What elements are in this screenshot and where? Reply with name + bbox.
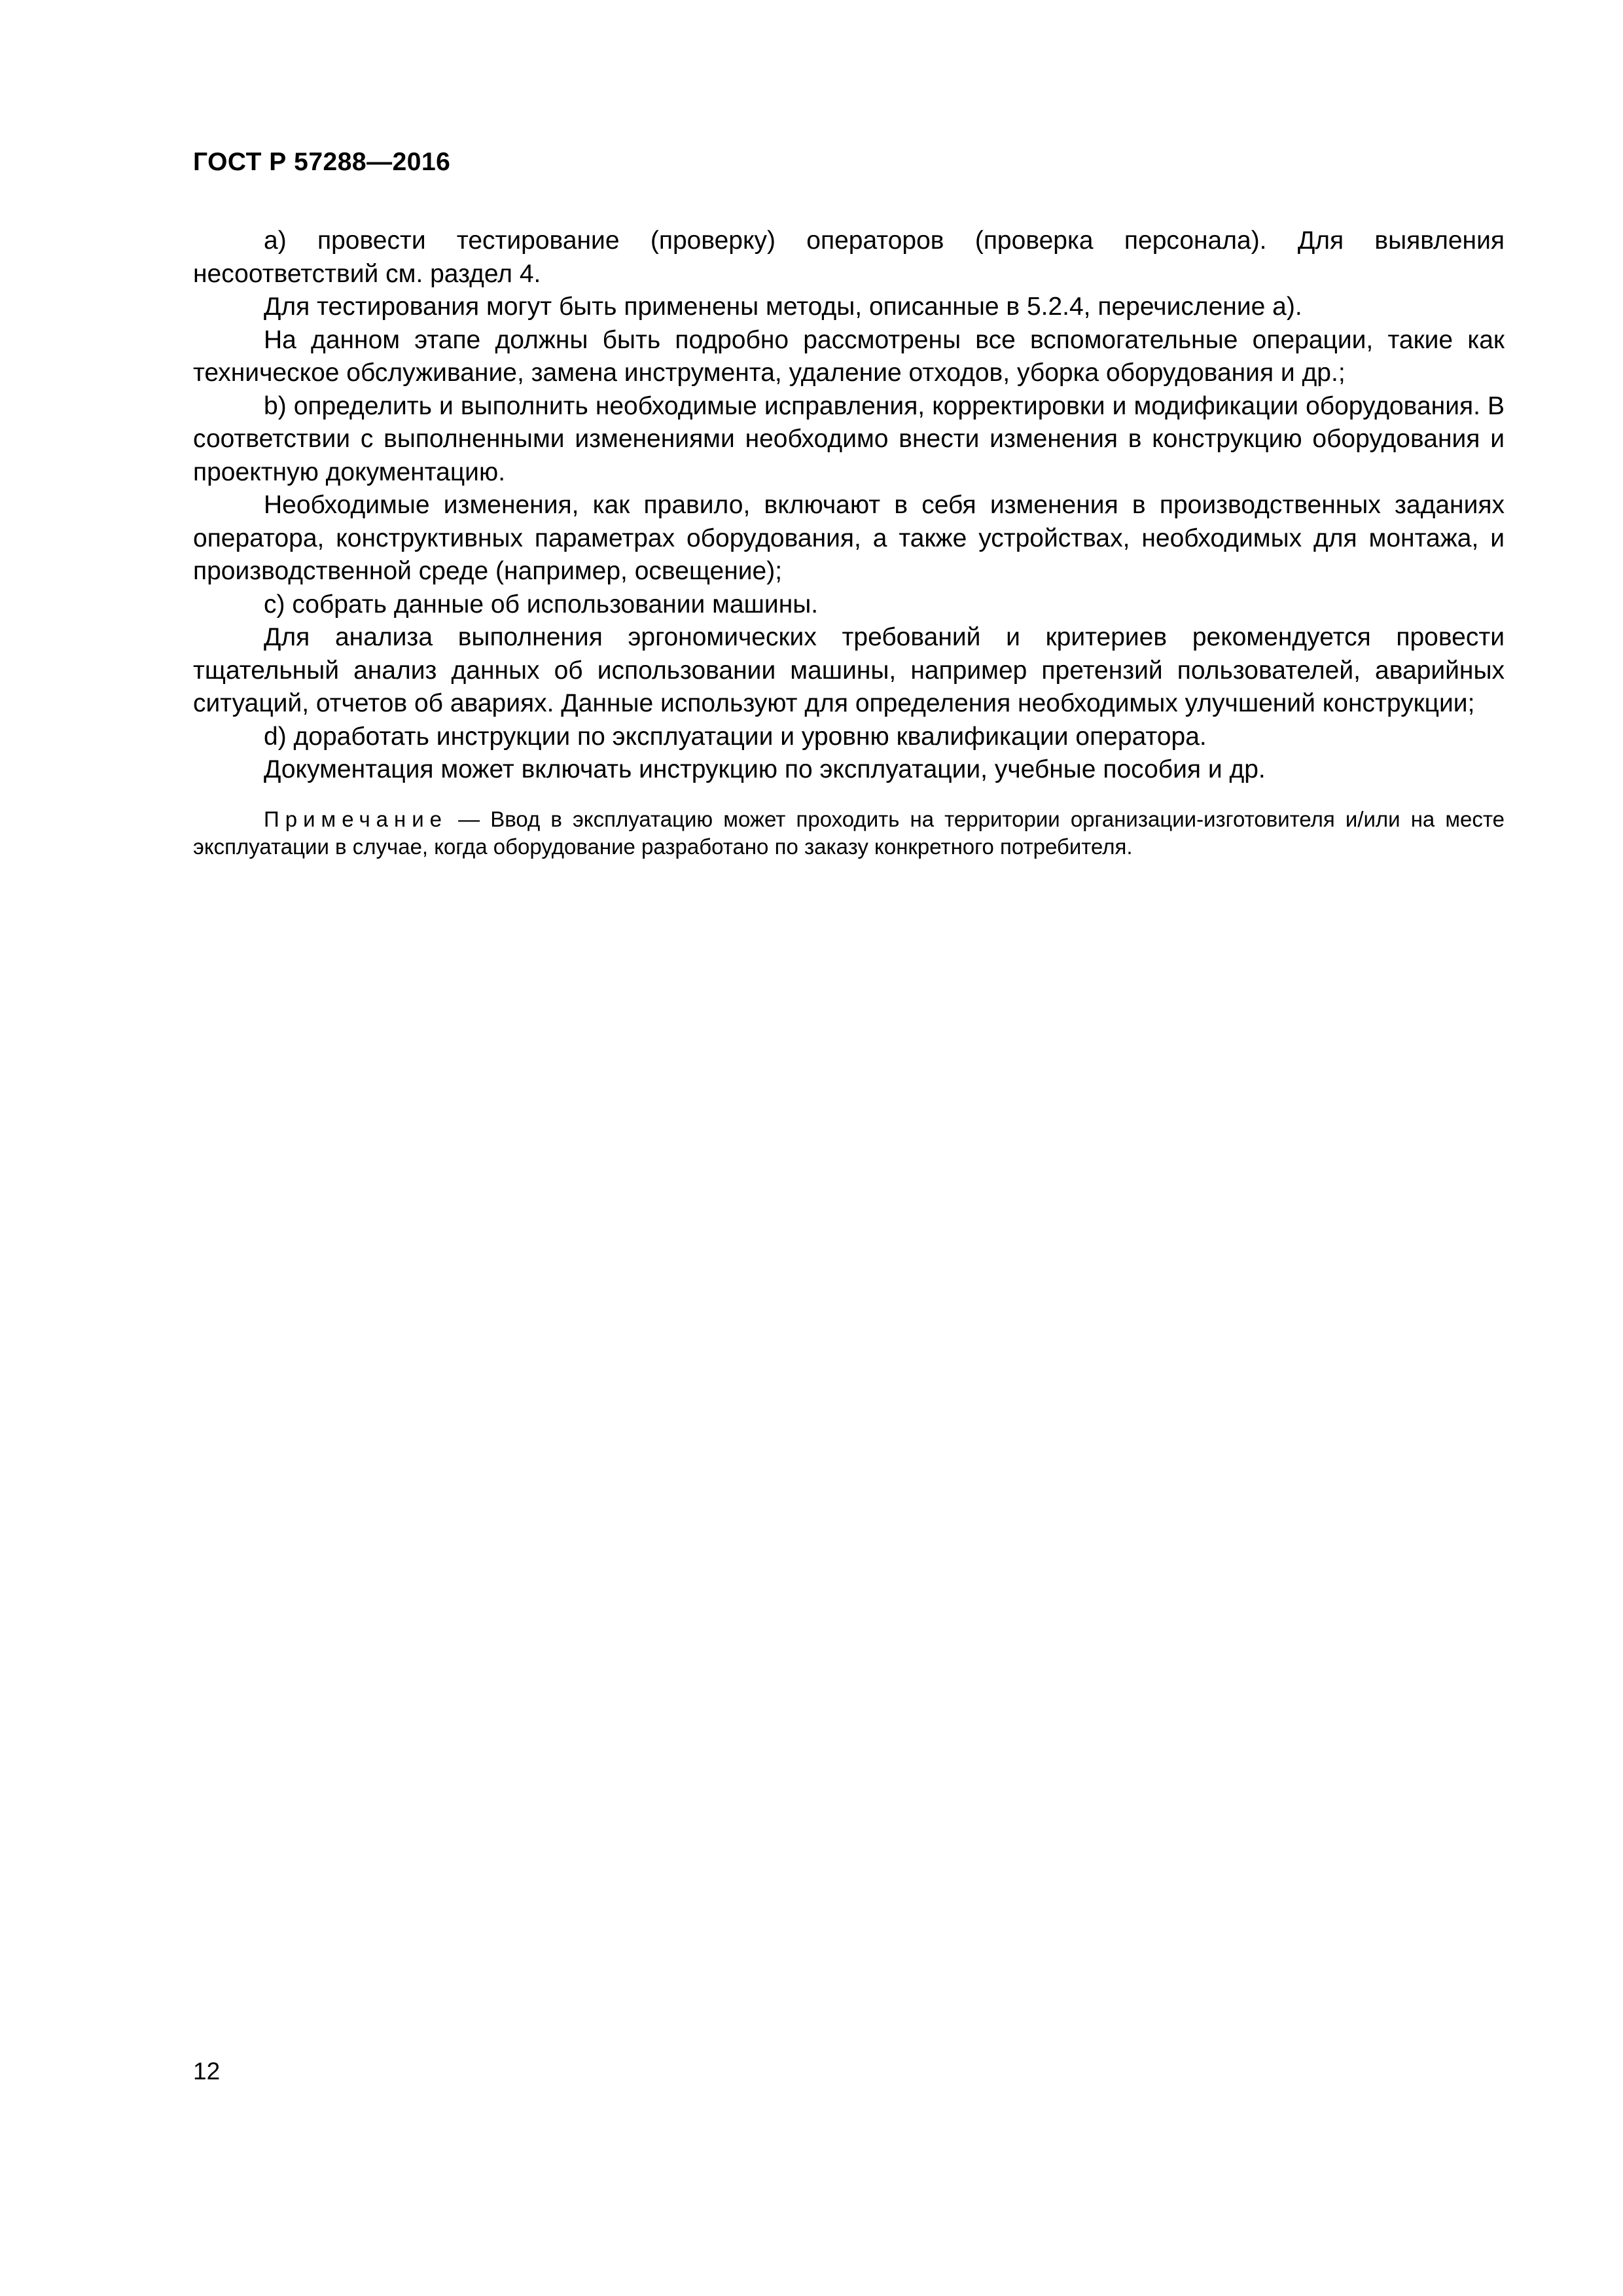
note-label: Примечание [264, 806, 448, 831]
note-text: — Ввод в эксплуатацию может проходить на территории организации-изготовителя и/или на месте эксплуатации в случае, когда оборудование разработано по заказу конкретного потребителя. [193, 806, 1505, 859]
paragraph-item-c: c) собрать данные об использовании машины. [264, 590, 819, 619]
paragraph-auxiliary-operations: На данном этапе должны быть подробно рассмотрены все вспомогательные операции, такие как техническое обслуживание, замена инструмента, удаление отходов, уборка оборудования и др.; [193, 325, 1505, 387]
paragraph-required-changes: Необходимые изменения, как правило, включают в себя изменения в производственных заданиях оператора, конструктивных параметрах оборудования, а также устройствах, необходимых для монтажа, и производственной среде (например, освещение); [193, 491, 1505, 585]
paragraph-item-a: a) провести тестирование (проверку) операторов (проверка персонала). Для выявления несоответствий см. раздел 4. [193, 226, 1505, 288]
note [193, 806, 1505, 861]
standard-code-header: ГОСТ Р 57288—2016 [193, 148, 451, 176]
page-number: 12 [193, 2058, 221, 2085]
document-body [193, 224, 1505, 861]
paragraph-testing-methods: Для тестирования могут быть применены методы, описанные в 5.2.4, перечисление а). [264, 293, 1302, 321]
paragraph-item-b: b) определить и выполнить необходимые исправления, корректировки и модификации оборудования. В соответствии с выполненными изменениями необходимо внести изменения в конструкцию оборудования и проектную документацию. [193, 391, 1505, 486]
paragraph-ergonomic-analysis: Для анализа выполнения эргономических требований и критериев рекомендуется провести тщательный анализ данных об использовании машины, например претензий пользователей, аварийных ситуаций, отчетов об авариях. Данные используют для определения необходимых улучшений конструкции; [193, 623, 1505, 717]
paragraph-item-d: d) доработать инструкции по эксплуатации и уровню квалификации оператора. [264, 722, 1207, 751]
paragraph-documentation: Документация может включать инструкцию по эксплуатации, учебные пособия и др. [264, 755, 1266, 783]
